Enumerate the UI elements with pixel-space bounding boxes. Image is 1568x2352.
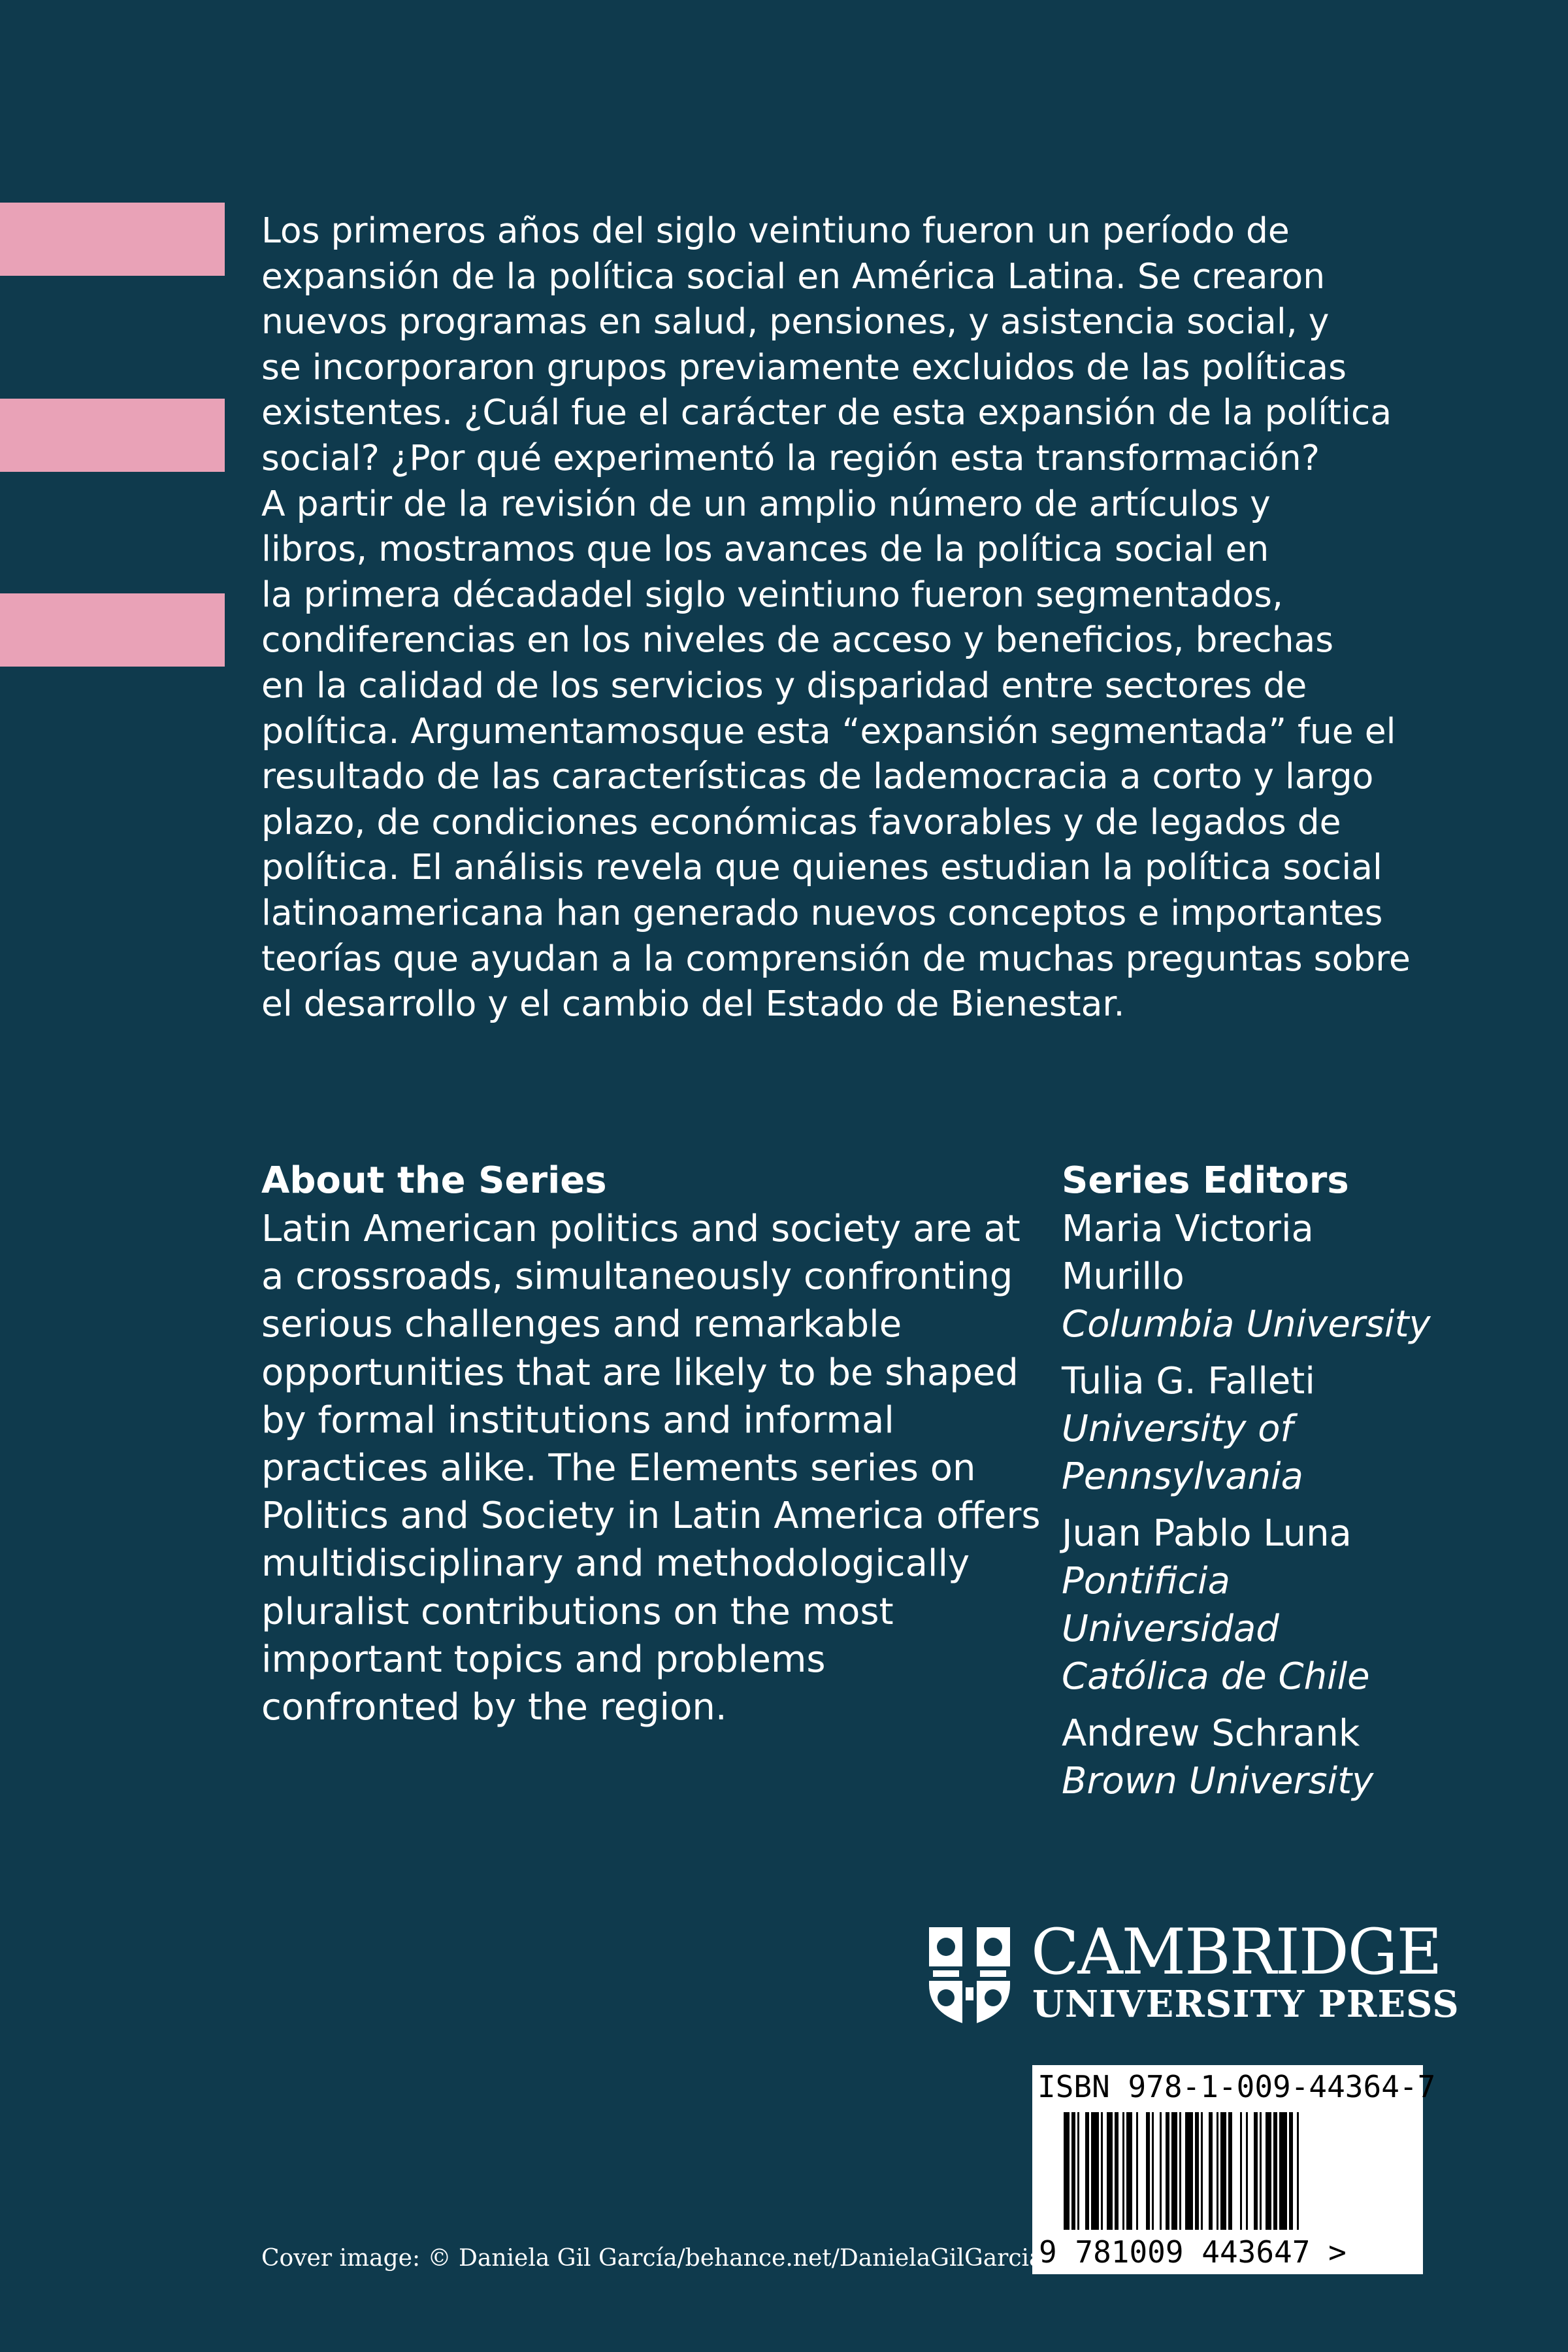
barcode-bar — [1246, 2112, 1248, 2230]
editor-name: Maria Victoria — [1062, 1208, 1314, 1250]
shield-icon — [926, 1925, 1013, 2028]
editor-affiliation: Columbia University — [1062, 1303, 1431, 1346]
editor-affiliation: Brown University — [1062, 1760, 1374, 1802]
editor-entry — [1062, 1710, 1519, 1805]
pink-stripe-1 — [0, 203, 225, 276]
barcode-bar — [1228, 2112, 1232, 2230]
editor-entry — [1062, 1510, 1519, 1700]
barcode-bar — [1101, 2112, 1103, 2230]
barcode-bar — [1166, 2112, 1169, 2230]
barcode-bar — [1195, 2112, 1199, 2230]
series-editors-section — [1062, 1157, 1519, 1814]
barcode-bar — [1091, 2112, 1099, 2230]
editor-name: Andrew Schrank — [1062, 1712, 1360, 1755]
barcode-bar — [1279, 2112, 1287, 2230]
about-series-heading: About the Series — [261, 1159, 607, 1202]
publisher-subtitle: UNIVERSITY PRESS — [1032, 1983, 1460, 2026]
blurb-text: Los primeros años del siglo veintiuno fueron un período de expansión de la política social en América Latina. Se crearon nuevos programas en salud, pensiones, y asistencia social, y se incorporaron grupos previamente excluidos de las políticas existentes. ¿Cuál fue el carácter de esta expansión de la política social? ¿Por qué experimentó la región esta transformación? A partir de la revisión de un amplio número de artículos y libros, mostramos que los avances de la política social en la primera décadadel siglo veintiuno fueron segmentados, condiferencias en los niveles de acceso y beneficios, brechas en la calidad de los servicios y disparidad entre sectores de política. Argumentamosque esta “expansión segmentada” fue el resultado de las características de lademocracia a corto y largo plazo, de condiciones económicas favorables y de legados de política. El análisis revela que quienes estudian la política social latinoamericana han generado nuevos conceptos e importantes teorías que ayudan a la comprensión de muchas preguntas sobre el desarrollo y el cambio del Estado de Bienestar. — [261, 210, 1411, 1025]
editor-name: Juan Pablo Luna — [1062, 1512, 1352, 1555]
editor-name: Tulia G. Falleti — [1062, 1360, 1315, 1402]
about-series-section — [261, 1157, 1045, 1731]
barcode-bar — [1146, 2112, 1150, 2230]
isbn-label: ISBN 978-1-009-44364-7 — [1037, 2069, 1436, 2104]
barcode-bar — [1266, 2112, 1271, 2230]
barcode-bar — [1179, 2112, 1181, 2230]
barcode-icon — [1032, 2108, 1423, 2272]
barcode-bar — [1122, 2112, 1124, 2230]
editor-entry — [1062, 1357, 1519, 1500]
pink-stripe-3 — [0, 593, 225, 667]
publisher-logo — [926, 1915, 1460, 2029]
cover-image-credit: Cover image: © Daniela Gil García/behance.net/DanielaGilGarcia — [261, 2245, 1043, 2272]
editor-affiliation: University of — [1062, 1408, 1294, 1450]
about-series-text: Latin American politics and society are at a crossroads, simultaneously confronting serious challenges and remarkable opportunities that are likely to be shaped by formal institutions and informal practices alike. The Elements series on Politics and Society in Latin America offers multidisciplinary and methodologically pluralist contributions on the most important topics and problems confronted by the region. — [261, 1208, 1041, 1729]
publisher-name: CAMBRIDGE — [1031, 1915, 1441, 1989]
barcode-bar — [1064, 2112, 1070, 2230]
barcode-bar — [1240, 2112, 1242, 2230]
editor-affiliation: Universidad — [1062, 1608, 1279, 1650]
editor-affiliation: Pennsylvania — [1062, 1455, 1303, 1498]
barcode-bar — [1201, 2112, 1203, 2230]
pink-stripe-2 — [0, 399, 225, 472]
barcode-bar — [1217, 2112, 1218, 2230]
barcode-bar — [1289, 2112, 1293, 2230]
editor-affiliation: Católica de Chile — [1062, 1655, 1370, 1698]
barcode-bar — [1107, 2112, 1113, 2230]
barcode-bar — [1297, 2112, 1299, 2230]
barcode-bar — [1260, 2112, 1262, 2230]
barcode-bar — [1071, 2112, 1075, 2230]
barcode-bar — [1152, 2112, 1154, 2230]
series-editors-heading: Series Editors — [1062, 1159, 1349, 1202]
barcode-bar — [1160, 2112, 1162, 2230]
editor-name: Murillo — [1062, 1255, 1184, 1298]
barcode-bar — [1273, 2112, 1277, 2230]
barcode-bar — [1209, 2112, 1213, 2230]
barcode-bar — [1185, 2112, 1193, 2230]
barcode-bar — [1171, 2112, 1177, 2230]
barcode-bar — [1115, 2112, 1119, 2230]
barcode-bar — [1254, 2112, 1258, 2230]
isbn-digits: 9 781009 443647 > — [1039, 2234, 1347, 2270]
editor-entry — [1062, 1205, 1519, 1348]
isbn-barcode-box — [1032, 2065, 1436, 2274]
barcode-bar — [1077, 2112, 1079, 2230]
barcode-bar — [1126, 2112, 1132, 2230]
barcode-bar — [1136, 2112, 1138, 2230]
editor-affiliation: Pontificia — [1062, 1560, 1230, 1602]
barcode-bar — [1085, 2112, 1089, 2230]
barcode-bar — [1220, 2112, 1226, 2230]
